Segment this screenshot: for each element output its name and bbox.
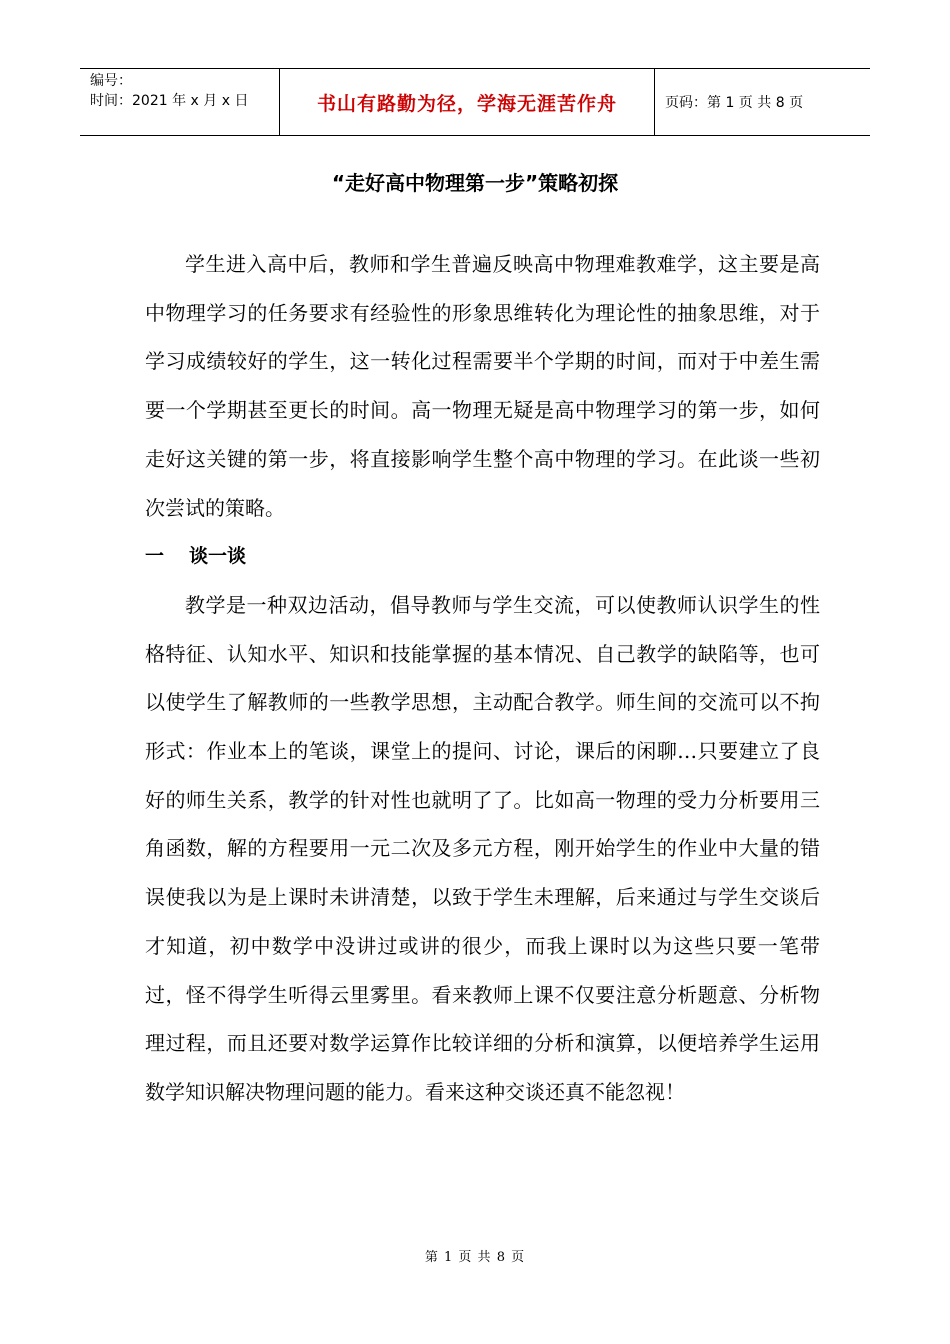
header-meta-cell <box>80 69 280 135</box>
intro-paragraph: 学生进入高中后，教师和学生普遍反映高中物理难教难学，这主要是高中物理学习的任务要求有经验性的形象思维转化为理论性的抽象思维，对于学习成绩较好的学生，这一转化过程需要半个学期的时间，而对于中差生需要一个学期甚至更长的时间。高一物理无疑是高中物理学习的第一步，如何走好这关键的第一步，将直接影响学生整个高中物理的学习。在此谈一些初次尝试的策略。 <box>145 252 820 520</box>
section-title: 谈一谈 <box>189 545 247 568</box>
header-page-info: 页码：第 1 页 共 8 页 <box>665 95 804 111</box>
document-body <box>145 240 820 1117</box>
section-heading <box>145 532 820 581</box>
section-number: 一 <box>145 545 165 568</box>
section-paragraph: 教学是一种双边活动，倡导教师与学生交流，可以使教师认识学生的性格特征、认知水平、知识和技能掌握的基本情况、自己教学的缺陷等，也可以使学生了解教师的一些教学思想，主动配合教学。师生间的交流可以不拘形式：作业本上的笔谈，课堂上的提问、讨论，课后的闲聊…只要建立了良好的师生关系，教学的针对性也就明了了。比如高一物理的受力分析要用三角函数，解的方程要用一元二次及多元方程，刚开始学生的作业中大量的错误使我以为是上课时未讲清楚，以致于学生未理解，后来通过与学生交谈后才知道，初中数学中没讲过或讲的很少，而我上课时以为这些只要一笔带过，怪不得学生听得云里雾里。看来教师上课不仅要注意分析题意、分析物理过程，而且还要对数学运算作比较详细的分析和演算，以便培养学生运用数学知识解决物理问题的能力。看来这种交谈还真不能忽视！ <box>145 592 820 1104</box>
page-footer: 第 1 页 共 8 页 <box>424 1250 526 1265</box>
page-header <box>80 68 870 136</box>
document-number-label: 编号： <box>90 73 132 89</box>
document-date-label: 时间：2021 年 x 月 x 日 <box>90 93 249 109</box>
header-motto: 书山有路勤为径，学海无涯苦作舟 <box>280 69 655 135</box>
document-title: “走好高中物理第一步”策略初探 <box>331 171 619 195</box>
